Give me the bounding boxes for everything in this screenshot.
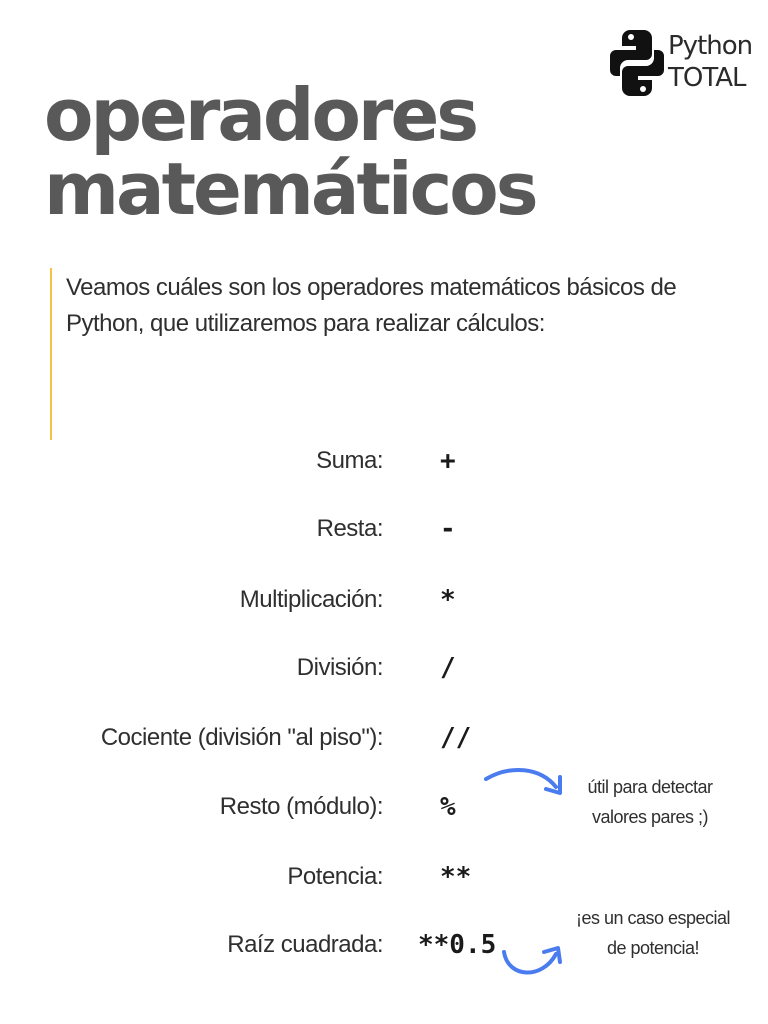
curved-arrow-icon (498, 938, 568, 984)
operator-label: División: (296, 654, 383, 681)
operator-label: Cociente (división "al piso"): (100, 724, 383, 751)
operator-row-resta (0, 509, 768, 549)
intro-paragraph: Veamos cuáles son los operadores matemáticos básicos de Python, que utilizaremos para realizar cálculos: (66, 274, 677, 337)
operator-symbol: ** (440, 862, 472, 892)
note-modulo (575, 772, 725, 832)
brand-line-2: TOTAL (668, 63, 746, 93)
operator-symbol: * (440, 585, 456, 615)
title-line-2: matemáticos (44, 147, 536, 231)
page-title (44, 73, 536, 231)
operator-row-potencia (0, 857, 768, 897)
title-line-1: operadores (44, 73, 477, 157)
accent-bar (50, 268, 52, 440)
operator-symbol: / (440, 653, 456, 683)
operator-symbol: // (440, 723, 472, 753)
operator-row-cociente (0, 718, 768, 758)
operator-label: Suma: (316, 447, 383, 474)
note-modulo-line-1: útil para detectar (587, 777, 713, 797)
operator-row-suma (0, 441, 768, 481)
note-sqrt-line-1: ¡es un caso especial (575, 908, 731, 928)
operator-label: Raíz cuadrada: (227, 931, 383, 958)
brand-line-1: Python (668, 31, 753, 61)
brand-name (668, 30, 752, 94)
operator-symbol: **0.5 (418, 930, 497, 960)
operator-row-division (0, 648, 768, 688)
operator-label: Potencia: (287, 863, 383, 890)
python-logo-icon (608, 28, 666, 98)
operator-row-multiplicacion (0, 580, 768, 620)
note-modulo-line-2: valores pares ;) (591, 807, 709, 827)
operator-label: Resto (módulo): (219, 793, 383, 820)
curved-arrow-icon (480, 765, 570, 805)
operator-symbol: + (440, 446, 456, 476)
operator-label: Resta: (316, 515, 383, 542)
note-sqrt (566, 903, 740, 963)
operator-symbol: % (440, 792, 456, 822)
operator-symbol: - (440, 514, 456, 544)
operator-label: Multiplicación: (239, 586, 383, 613)
note-sqrt-line-2: de potencia! (606, 938, 700, 958)
python-total-logo (608, 28, 758, 100)
